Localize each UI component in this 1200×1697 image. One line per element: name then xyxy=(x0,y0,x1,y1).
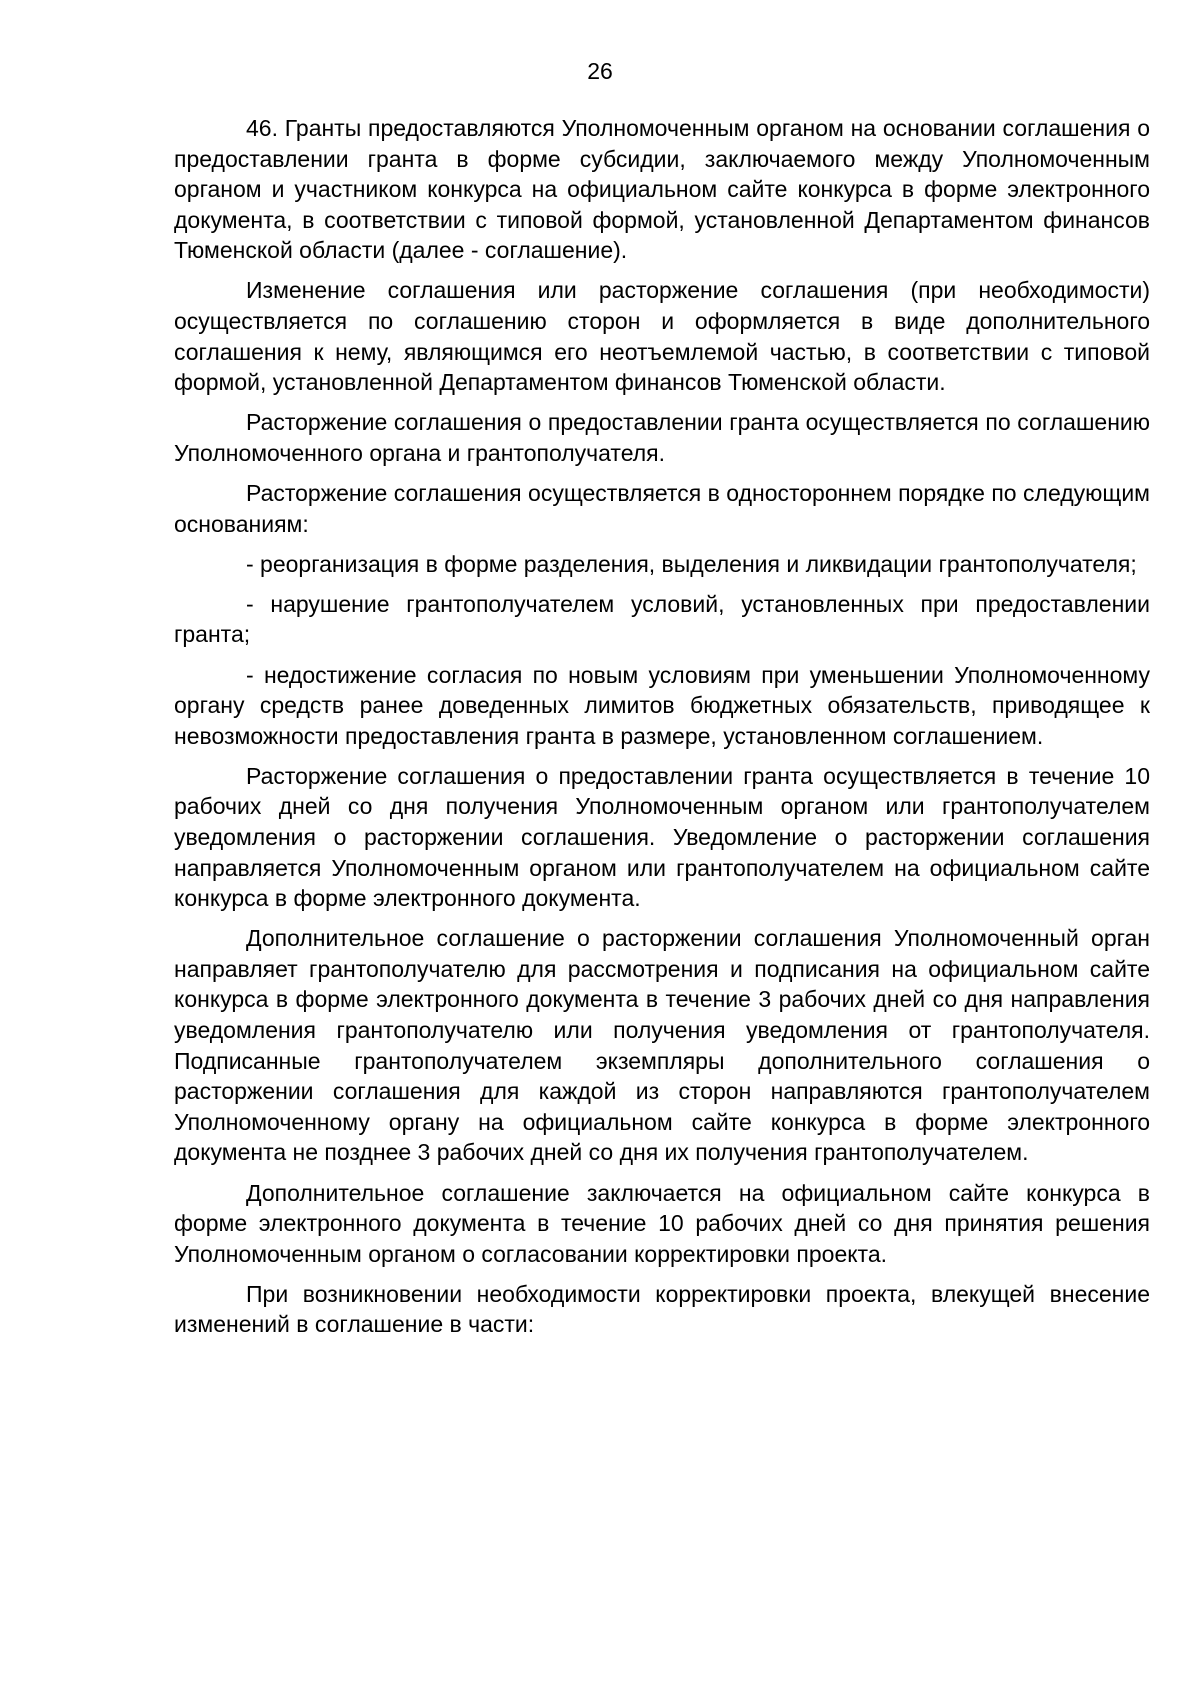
page-number: 26 xyxy=(587,58,613,84)
list-item-violation: - нарушение грантополучателем условий, установленных при предоставлении гранта; xyxy=(174,590,1150,648)
paragraph-project-correction: При возникновении необходимости корректировки проекта, влекущей внесение изменений в соглашение в части: xyxy=(174,1280,1150,1338)
paragraph-grants-provision: 46. Гранты предоставляются Уполномоченным органом на основании соглашения о предоставлении гранта в форме субсидии, заключаемого между Уполномоченным органом и участником конкурса на официальном сайте конкурса в форме электронного документа, в соответствии с типовой формой, установленной Департаментом финансов Тюменской области (далее - соглашение). xyxy=(174,115,1150,264)
paragraph-additional-agreement-conclusion: Дополнительное соглашение заключается на официальном сайте конкурса в форме электронного документа в течение 10 рабочих дней со дня принятия решения Уполномоченным органом о согласовании корректировки проекта. xyxy=(174,1179,1150,1267)
paragraph-termination-term: Расторжение соглашения о предоставлении гранта осуществляется в течение 10 рабочих дней со дня получения Уполномоченным органом или грантополучателем уведомления о расторжении соглашения. Уведомление о расторжении соглашения направляется Уполномоченным органом или грантополучателем на официальном сайте конкурса в форме электронного документа. xyxy=(174,762,1150,912)
list-item-reorganization: - реорганизация в форме разделения, выделения и ликвидации грантополучателя; xyxy=(246,550,1137,577)
paragraph-additional-agreement-termination: Дополнительное соглашение о расторжении соглашения Уполномоченный орган направляет грантополучателю для рассмотрения и подписания на официальном сайте конкурса в форме электронного документа в течение 3 рабочих дней со дня направления уведомления грантополучателю или получения уведомления от грантополучателя. Подписанные грантополучателем экземпляры дополнительного соглашения о расторжении соглашения для каждой из сторон направляются грантополучателем Уполномоченному органу на официальном сайте конкурса в форме электронного документа не позднее 3 рабочих дней со дня их получения грантополучателем. xyxy=(174,925,1150,1166)
paragraph-unilateral-termination: Расторжение соглашения осуществляется в одностороннем порядке по следующим основаниям: xyxy=(174,480,1150,537)
document-body xyxy=(174,113,1150,1349)
paragraph-termination-by-agreement: Расторжение соглашения о предоставлении гранта осуществляется по соглашению Уполномоченного органа и грантополучателя. xyxy=(174,409,1150,466)
list-item-no-agreement: - недостижение согласия по новым условиям при уменьшении Уполномоченному органу средств ранее доведенных лимитов бюджетных обязательств, приводящее к невозможности предоставления гранта в размере, установленном соглашением. xyxy=(174,661,1150,749)
paragraph-agreement-change: Изменение соглашения или расторжение соглашения (при необходимости) осуществляется по соглашению сторон и оформляется в виде дополнительного соглашения к нему, являющимся его неотъемлемой частью, в соответствии с типовой формой, установленной Департаментом финансов Тюменской области. xyxy=(174,277,1150,396)
